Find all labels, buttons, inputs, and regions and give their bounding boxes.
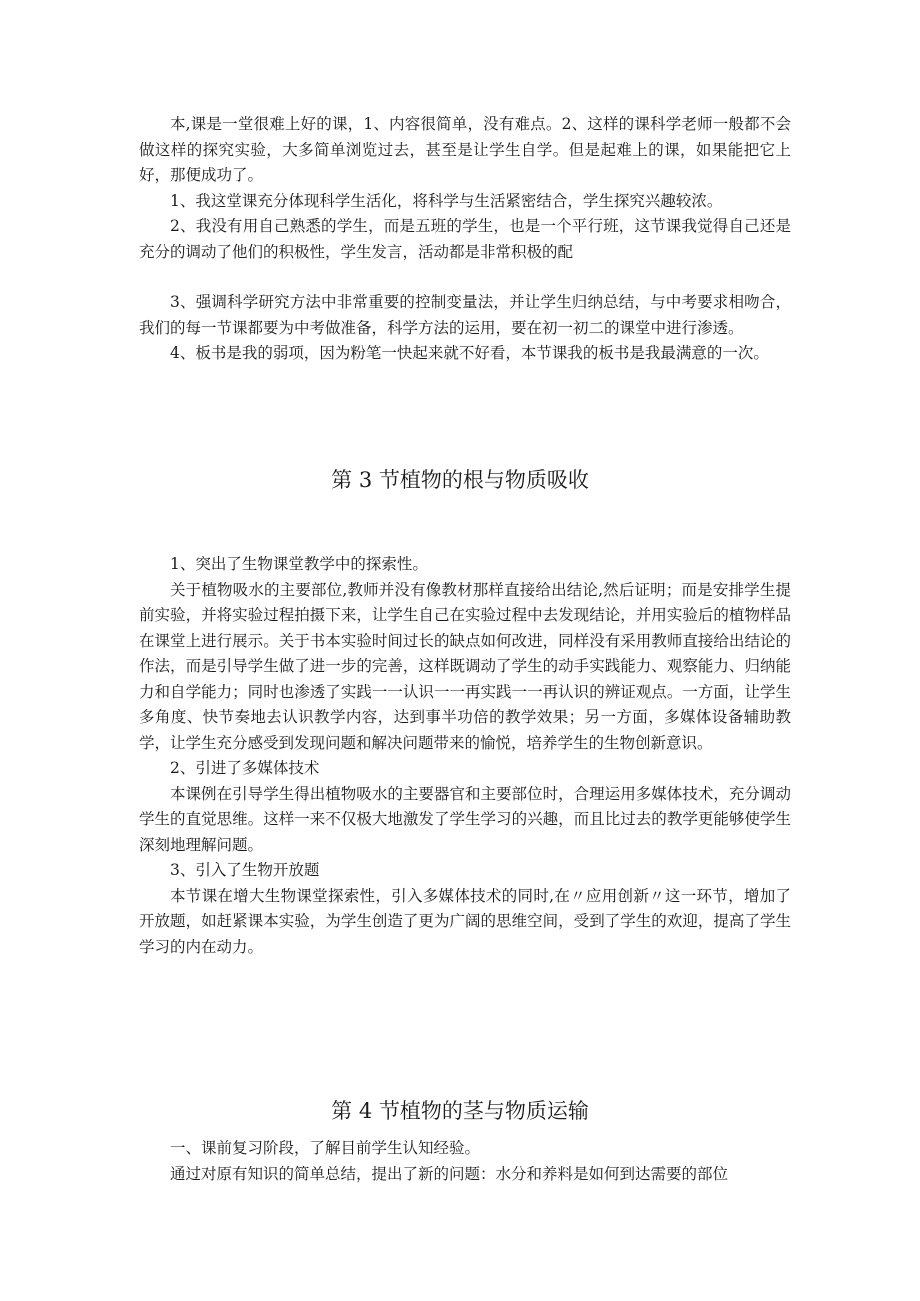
section4-title: 第 4 节植物的茎与物质运输 (331, 1099, 589, 1123)
section4-paragraph: 一、课前复习阶段，了解目前学生认知经验。 (170, 1139, 481, 1157)
intro-paragraph: 3、强调科学研究方法中非常重要的控制变量法，并让学生归纳总结，与中考要求相吻合，我们的每一节课都要为中考做准备，科学方法的运用，要在初一初二的课堂中进行渗透。 (139, 293, 791, 337)
intro-paragraph: 本,课是一堂很难上好的课，1、内容很简单，没有难点。2、这样的课科学老师一般都不会做这样的探究实验，大多简单浏览过去，甚至是让学生自学。但是起难上的课，如果能把它上好，那便成功了。 (139, 115, 791, 184)
intro-paragraph: 4、板书是我的弱项，因为粉笔一快起来就不好看，本节课我的板书是我最满意的一次。 (170, 344, 769, 362)
section3-paragraph: 2、引进了多媒体技术 (170, 759, 320, 777)
section3-paragraph: 1、突出了生物课堂教学中的探索性。 (170, 555, 428, 573)
section3-paragraph: 本节课在增大生物课堂探索性，引入多媒体技术的同时,在〃应用创新〃这一环节，增加了开放题，如赶紧课本实验，为学生创造了更为广阔的思维空间，受到了学生的欢迎，提高了学生学习的内在动力。 (139, 886, 791, 956)
section3-paragraph: 关于植物吸水的主要部位,教师并没有像教材那样直接给出结论,然后证明；而是安排学生提前实验，并将实验过程拍摄下来，让学生自己在实验过程中去发现结论，并用实验后的植物样品在课堂上进行展示。关于书本实验时间过长的缺点如何改进，同样没有采用教师直接给出结论的作法，而是引导学生做了进一步的完善，这样既调动了学生的动手实践能力、观察能力、归纳能力和自学能力；同时也渗透了实践一一认识一一再实践一一再认识的辨证观点。一方面，让学生多角度、快节奏地去认识教学内容，达到事半功倍的教学效果；另一方面，多媒体设备辅助教学，让学生充分感受到发现问题和解决问题带来的愉悦，培养学生的生物创新意识。 (139, 580, 791, 752)
section3-paragraph: 本课例在引导学生得出植物吸水的主要器官和主要部位时，合理运用多媒体技术，充分调动学生的直觉思维。这样一来不仅极大地激发了学生学习的兴趣，而且比过去的教学更能够使学生深刻地理解问题。 (139, 784, 791, 854)
section3-title: 第 3 节植物的根与物质吸收 (331, 468, 589, 492)
section4-body (139, 1136, 791, 1187)
intro-paragraph: 2、我没有用自己熟悉的学生，而是五班的学生，也是一个平行班，这节课我觉得自己还是充分的调动了他们的积极性，学生发言，活动都是非常积极的配 (139, 217, 791, 261)
intro-paragraph: 1、我这堂课充分体现科学生活化，将科学与生活紧密结合，学生探究兴趣较浓。 (170, 191, 723, 210)
section3-body (139, 552, 791, 960)
section4-paragraph: 通过对原有知识的简单总结，提出了新的问题：水分和养料是如何到达需要的部位 (170, 1164, 729, 1183)
intro-section (139, 112, 791, 367)
section3-paragraph: 3、引入了生物开放题 (170, 861, 320, 879)
